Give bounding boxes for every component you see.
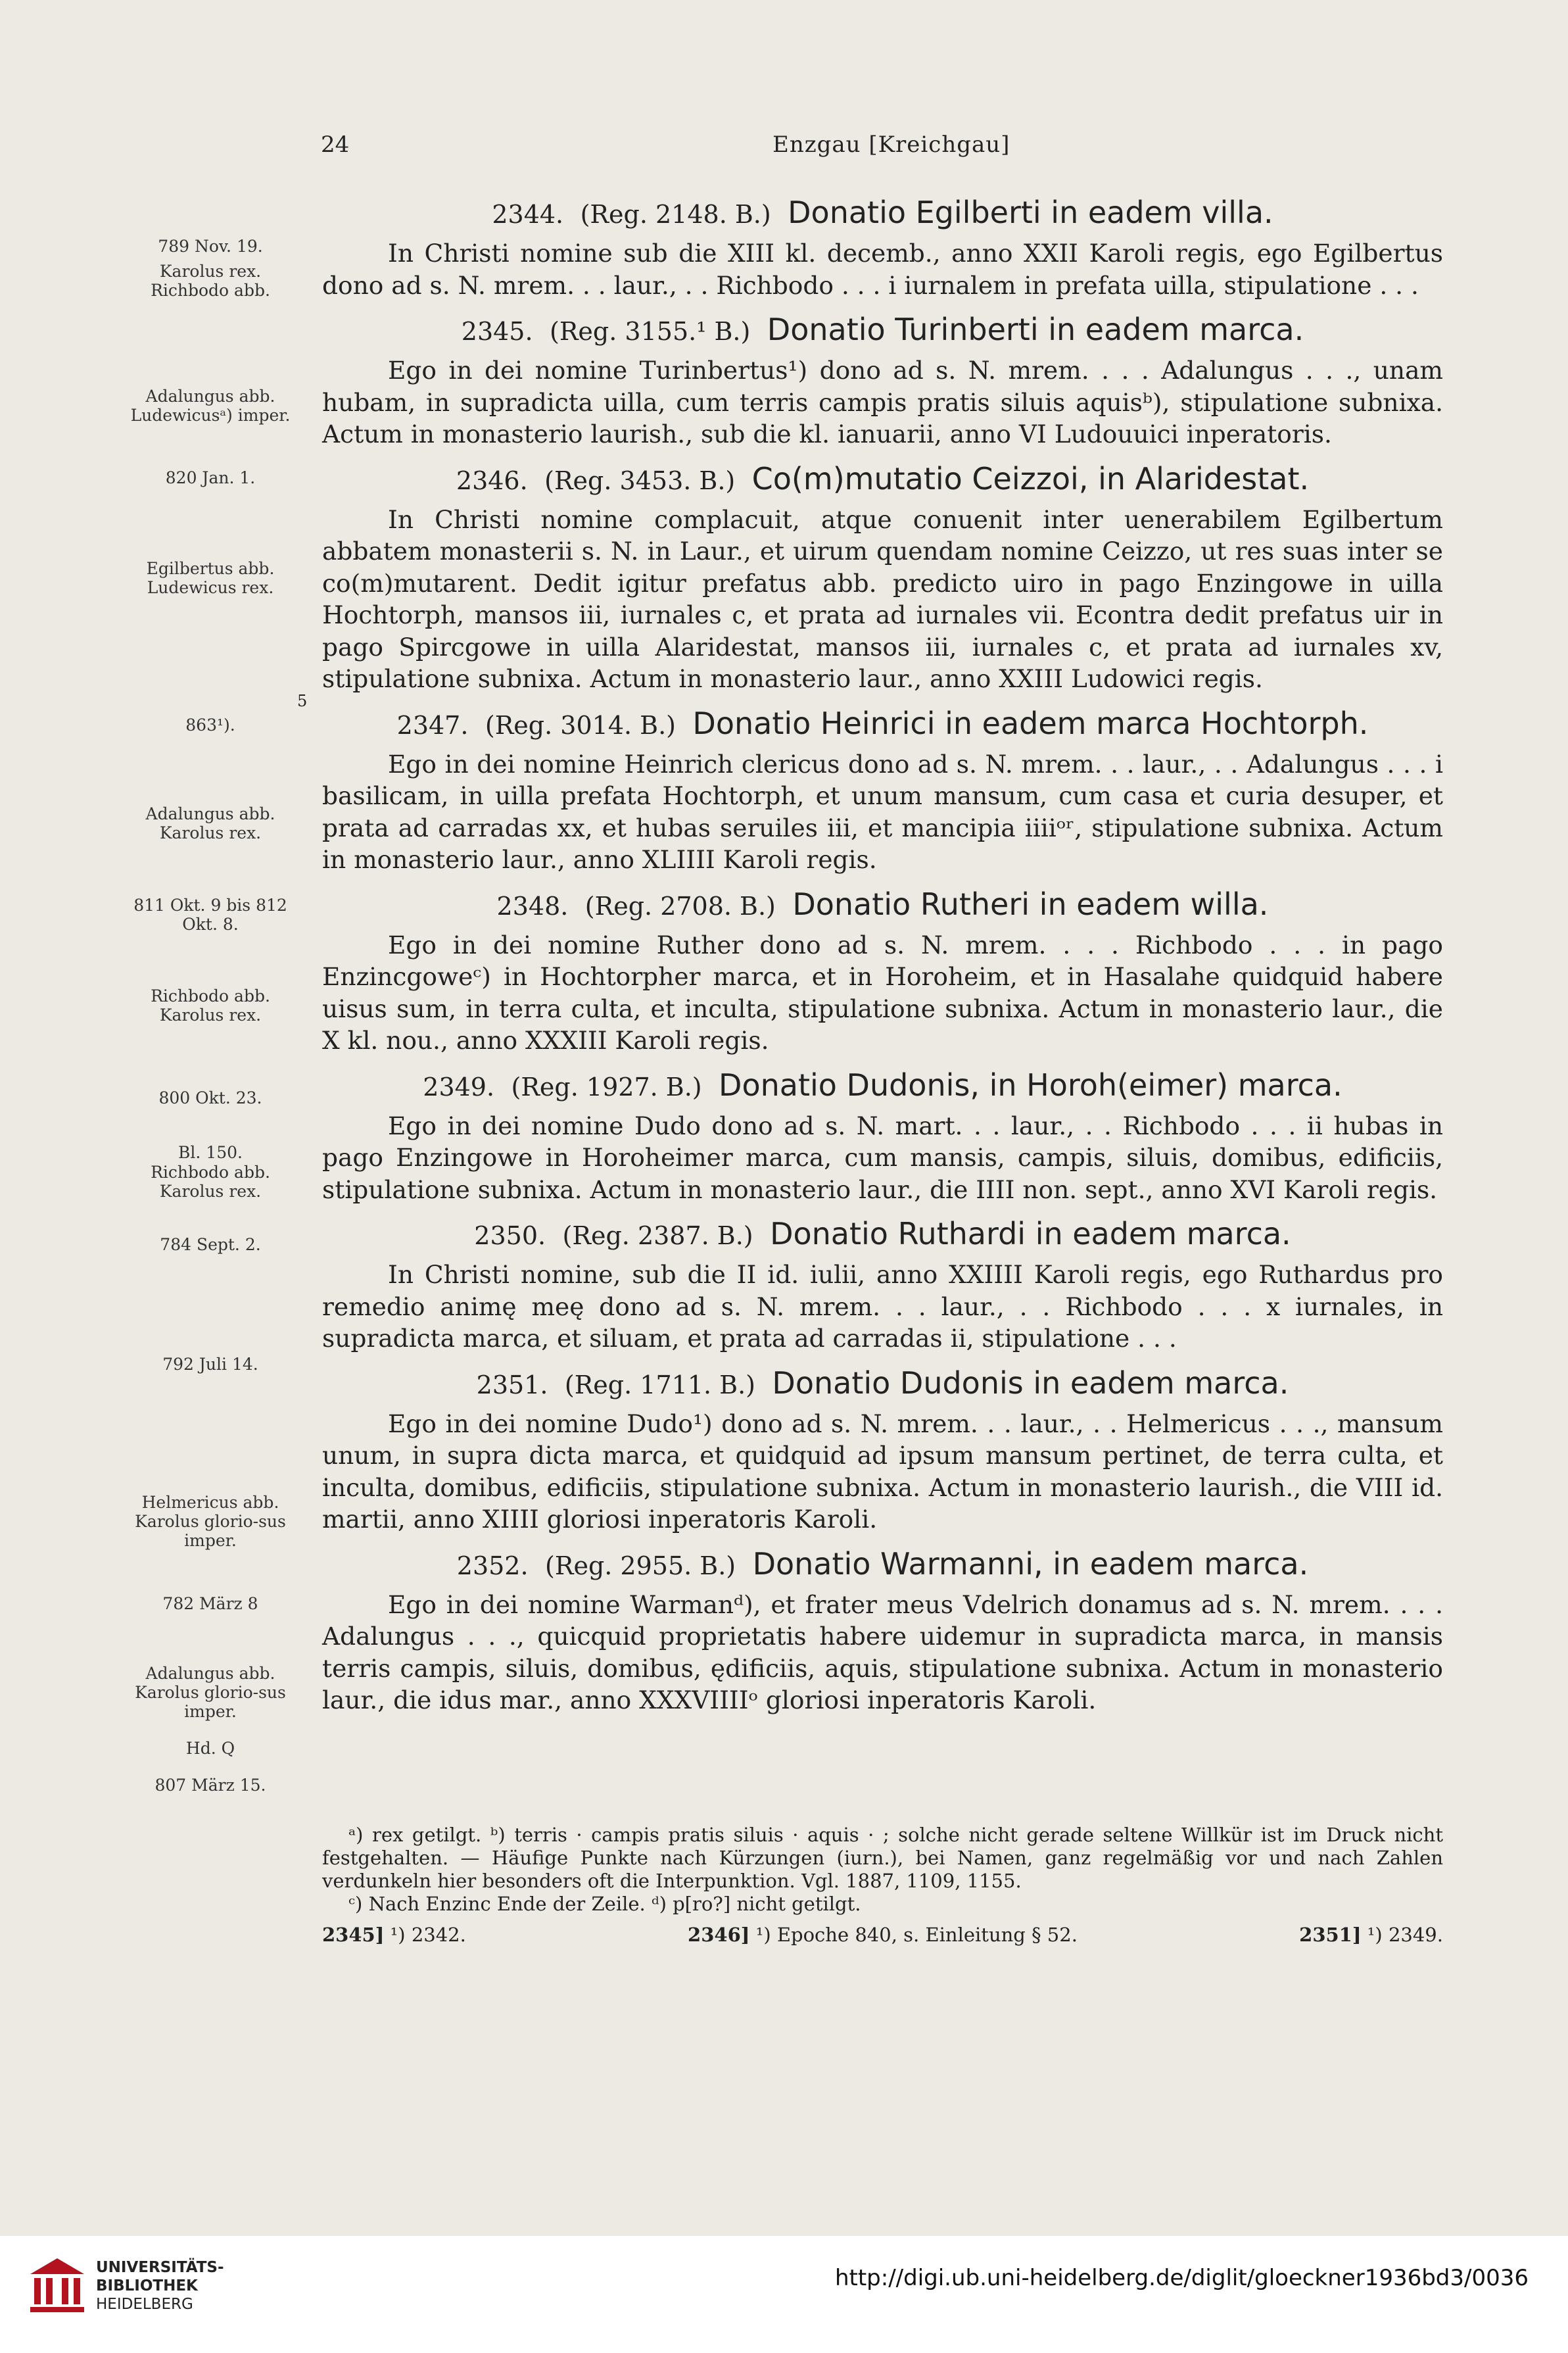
entry-text: Ego in dei nomine Dudo dono ad s. N. mart. . . laur., . . Richbodo . . . ii hubas in pago Enzingowe in Horoheimer marca, cum mansis, campis, siluis, domibus, edificiis, stipulatione subnixa. Actum in monasterio laur., die IIII non. sept., anno XVI Karoli regis. bbox=[322, 1111, 1443, 1204]
margin-note: Karolus rex. Richbodo abb. bbox=[151, 262, 270, 300]
source-url-link[interactable]: http://digi.ub.uni-heidelberg.de/diglit/gloeckner1936bd3/0036 bbox=[834, 2265, 1529, 2291]
margin-note: Helmericus abb. Karolus glorio-sus imper. bbox=[135, 1493, 286, 1550]
entry-2348 bbox=[322, 885, 1443, 1057]
margin-note: 782 März 8 bbox=[162, 1594, 258, 1613]
margin-note: 807 März 15. bbox=[154, 1776, 266, 1795]
margin-note: Adalungus abb. Karolus glorio-sus imper. bbox=[135, 1664, 286, 1721]
entry-2349 bbox=[322, 1066, 1443, 1206]
entry-number: 2344. bbox=[492, 200, 564, 229]
university-library-logo bbox=[26, 2254, 88, 2316]
entry-heading bbox=[322, 1545, 1443, 1585]
line-number-marker: 5 bbox=[297, 692, 308, 710]
margin-note: 792 Juli 14. bbox=[162, 1355, 258, 1374]
entry-title: Co(m)mutatio Ceizzoi, in Alaridestat. bbox=[751, 460, 1310, 497]
margin-note: Adalungus abb. Karolus rex. bbox=[145, 804, 275, 842]
margin-note: Adalungus abb. Ludewicusᵃ) imper. bbox=[130, 387, 291, 425]
entry-title: Donatio Rutheri in eadem willa. bbox=[792, 886, 1269, 922]
running-title: Enzgau [Kreichgau] bbox=[772, 132, 1010, 158]
entry-title: Donatio Dudonis, in Horoh(eimer) marca. bbox=[719, 1067, 1342, 1103]
entry-2344 bbox=[322, 193, 1443, 301]
entry-reg: (Reg. 2148. B.) bbox=[580, 200, 771, 229]
entry-text: Ego in dei nomine Heinrich clericus dono ad s. N. mrem. . . laur., . . Adalungus . . . i basilicam, in uilla prefata Hochtorph, et unum mansum, cum casa et curia desuper, et prata ad carradas xx, et hubas seruiles iii, et mancipia iiiiᵒʳ, stipulatione subnixa. Actum in monasterio laur., anno XLIIII Karoli regis. bbox=[322, 749, 1443, 874]
margin-note: 811 Okt. 9 bis 812 Okt. 8. bbox=[133, 896, 287, 934]
entry-number: 2346. bbox=[456, 466, 528, 495]
library-name: UNIVERSITÄTS- BIBLIOTHEK HEIDELBERG bbox=[96, 2259, 224, 2313]
entry-title: Donatio Egilberti in eadem villa. bbox=[788, 195, 1273, 230]
entry-title: Donatio Heinrici in eadem marca Hochtorph. bbox=[692, 705, 1369, 741]
entry-heading bbox=[322, 885, 1443, 925]
footnotes bbox=[322, 1824, 1443, 1947]
entry-2345 bbox=[322, 310, 1443, 450]
entry-title: Donatio Ruthardi in eadem marca. bbox=[770, 1216, 1291, 1251]
entry-2350 bbox=[322, 1215, 1443, 1355]
entry-reg: (Reg. 3014. B.) bbox=[485, 710, 676, 740]
entry-text: Ego in dei nomine Warmanᵈ), et frater meus Vdelrich donamus ad s. N. mrem. . . . Adalungus . . ., quicquid proprietatis habere uidemur in supradicta marca, in mansis terris campis, siluis, domibus, ędificiis, aquis, stipulatione subnixa. Actum in monasterio laur., die idus mar., anno XXXVIIIIᵒ gloriosi inperatoris Karoli. bbox=[322, 1589, 1443, 1714]
footnote-2351: 2351] ¹) 2349. bbox=[1299, 1924, 1443, 1946]
margin-note: 800 Okt. 23. bbox=[158, 1088, 262, 1107]
entry-reg: (Reg. 2955. B.) bbox=[545, 1551, 736, 1580]
margin-note: Richbodo abb. Karolus rex. bbox=[151, 986, 270, 1025]
entry-heading bbox=[322, 193, 1443, 233]
document-body bbox=[322, 184, 1443, 1716]
entry-number: 2348. bbox=[496, 891, 569, 921]
entry-heading bbox=[322, 1215, 1443, 1255]
entry-title: Donatio Turinberti in eadem marca. bbox=[767, 312, 1304, 347]
margin-note: 789 Nov. 19. bbox=[158, 237, 263, 256]
library-footer bbox=[0, 2236, 1568, 2353]
entry-heading bbox=[322, 310, 1443, 351]
footnote-2345: 2345] ¹) 2342. bbox=[322, 1924, 466, 1946]
footnote-a-b: ᵃ) rex getilgt. ᵇ) terris · campis pratis siluis · aquis · ; solche nicht gerade seltene Willkür ist im Druck nicht festgehalten. — Häufige Punkte nach Kürzungen (iurn.), bei Namen, ganz regelmäßig vor und nach Zahlen verdunkeln hier besonders oft die Interpunktion. Vgl. 1887, 1109, 1155. bbox=[322, 1824, 1443, 1892]
entry-reg: (Reg. 3155.¹ B.) bbox=[550, 317, 751, 346]
entry-heading bbox=[322, 704, 1443, 744]
margin-note: 863¹). bbox=[185, 716, 235, 735]
entry-heading bbox=[322, 460, 1443, 500]
entry-heading bbox=[322, 1364, 1443, 1404]
entry-title: Donatio Warmanni, in eadem marca. bbox=[752, 1545, 1309, 1582]
entry-text: Ego in dei nomine Dudo¹) dono ad s. N. mrem. . . laur., . . Helmericus . . ., mansum unum, in supra dicta marca, et quidquid ad ipsum mansum pertinet, de terra culta, et inculta, domibus, edificiis, stipulatione subnixa. Actum in monasterio laurish., die VIII id. martii, anno XIIII gloriosi inperatoris Karoli. bbox=[322, 1409, 1443, 1534]
entry-reg: (Reg. 3453. B.) bbox=[544, 466, 736, 495]
entry-reg: (Reg. 1927. B.) bbox=[511, 1072, 702, 1102]
margin-note: 784 Sept. 2. bbox=[160, 1235, 261, 1254]
entry-text: Ego in dei nomine Turinbertus¹) dono ad s. N. mrem. . . . Adalungus . . ., unam hubam, in supradicta uilla, cum terris campis pratis siluis aquisᵇ), stipulatione subnixa. Actum in monasterio laurish., sub die kl. ianuarii, anno VI Ludouuici inperatoris. bbox=[322, 356, 1443, 449]
margin-note: Richbodo abb. Karolus rex. bbox=[151, 1163, 270, 1201]
entry-text: In Christi nomine, sub die II id. iulii, anno XXIIII Karoli regis, ego Ruthardus pro remedio animę meę dono ad s. N. mrem. . . laur., . . Richbodo . . . x iurnales, in supradicta marca, et siluam, et prata ad carradas ii, stipulatione . . . bbox=[322, 1260, 1443, 1353]
footnote-2346: 2346] ¹) Epoche 840, s. Einleitung § 52. bbox=[688, 1924, 1078, 1946]
margin-note: 820 Jan. 1. bbox=[165, 468, 256, 487]
numbered-footnotes bbox=[322, 1924, 1443, 1947]
page-number: 24 bbox=[321, 132, 350, 158]
entry-heading bbox=[322, 1066, 1443, 1106]
entry-number: 2352. bbox=[456, 1551, 529, 1580]
entry-number: 2350. bbox=[474, 1221, 546, 1250]
entry-reg: (Reg. 1711. B.) bbox=[564, 1370, 755, 1399]
margin-note: Hd. Q bbox=[185, 1739, 235, 1758]
margin-note: Bl. 150. bbox=[178, 1143, 243, 1162]
entry-reg: (Reg. 2387. B.) bbox=[562, 1221, 753, 1250]
entry-2352 bbox=[322, 1545, 1443, 1716]
entry-reg: (Reg. 2708. B.) bbox=[584, 891, 776, 921]
margin-note: Egilbertus abb. Ludewicus rex. bbox=[146, 559, 275, 597]
entry-2351 bbox=[322, 1364, 1443, 1536]
entry-title: Donatio Dudonis in eadem marca. bbox=[772, 1365, 1289, 1401]
footnote-c-d: ᶜ) Nach Enzinc Ende der Zeile. ᵈ) p[ro?] nicht getilgt. bbox=[348, 1893, 861, 1915]
entry-2346 bbox=[322, 460, 1443, 695]
entry-number: 2347. bbox=[396, 710, 469, 740]
entry-2347 bbox=[322, 704, 1443, 876]
entry-number: 2349. bbox=[423, 1072, 495, 1102]
entry-number: 2345. bbox=[461, 317, 533, 346]
entry-text: In Christi nomine complacuit, atque conuenit inter uenerabilem Egilbertum abbatem monasterii s. N. in Laur., et uirum quendam nomine Ceizzo, ut res suas inter se co(m)mutarent. Dedit igitur prefatus abb. predicto uiro in pago Enzingowe in uilla Hochtorph, mansos iii, iurnales c, et prata ad iurnales vii. Econtra dedit prefatus uir in pago Spircgowe in uilla Alaridestat, mansos iii, iurnales c, et prata ad iurnales xv, stipulatione subnixa. Actum in monasterio laur., anno XXIII Ludowici regis. bbox=[322, 504, 1443, 693]
entry-text: In Christi nomine sub die XIII kl. decemb., anno XXII Karoli regis, ego Egilbertus dono ad s. N. mrem. . . laur., . . Richbodo . . . i iurnalem in prefata uilla, stipulatione . . . bbox=[322, 239, 1443, 300]
entry-text: Ego in dei nomine Ruther dono ad s. N. mrem. . . . Richbodo . . . in pago Enzincgoweᶜ) in Hochtorpher marca, et in Horoheim, et in Hasalahe quidquid habere uisus sum, in terra culta, et inculta, stipulatione subnixa. Actum in monasterio laur., die X kl. nou., anno XXXIII Karoli regis. bbox=[322, 930, 1443, 1055]
entry-number: 2351. bbox=[476, 1370, 548, 1399]
